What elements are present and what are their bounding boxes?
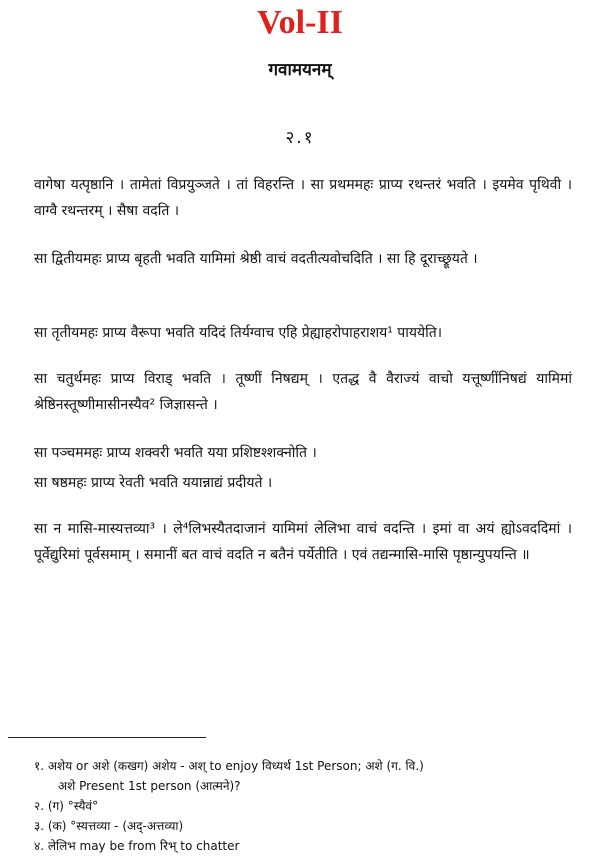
- footnote-4: ४. लेलिभ may be from रिभ् to chatter: [34, 839, 240, 853]
- paragraph-5: सा पञ्चममहः प्राप्य शक्वरी भवति यया प्रशिष्टश्शक्नोति ।: [34, 445, 317, 461]
- footnote-1: १. अशेय or अशे (कखग) अशेय - अश् to enjoy विध्यर्थ 1st Person; अशे (ग. वि.): [34, 759, 424, 773]
- chapter-subtitle: गवामयनम्: [268, 60, 332, 80]
- paragraph-7: सा न मासि-मास्यत्तव्या³ । ले⁴लिभस्यैतदाजानं यामिमां लेलिभा वाचं वदन्ति । इमां वा अयं ह्योऽवददिमां । पूर्वेद्युरिमां पूर्वसमाम् । समानीं बत वाचं वदति न बतैनं पर्येतीति । एवं तद्यन्मासि-मासि पृष्ठान्युपयन्ति ॥: [34, 521, 572, 563]
- paragraph-4: सा चतुर्थमहः प्राप्य विराड् भवति । तूष्णीं निषद्यम् । एतद्ध वै वैराज्यं वाचो यत्तूष्णींनिषद्यं यामिमां श्रेष्ठिनस्तूष्णीमासीनस्यैव² जिज्ञासन्ते ।: [34, 371, 572, 413]
- paragraph-3: सा तृतीयमहः प्राप्य वैरूपा भवति यदिदं तिर्यग्वाच एहि प्रेह्याहरोपाहराशय¹ पाययेति।: [34, 325, 442, 341]
- footnote-2: २. (ग) °स्यैवं°: [34, 799, 99, 813]
- volume-title: Vol-II: [257, 4, 343, 41]
- footnote-divider: [8, 737, 206, 738]
- paragraph-2: सा द्वितीयमहः प्राप्य बृहती भवति यामिमां श्रेष्ठी वाचं वदतीत्यवोचदिति । सा हि दूराच्छ्रूयते ।: [34, 251, 478, 267]
- footnote-1-continued: अशे Present 1st person (आत्मने)?: [58, 779, 241, 793]
- section-number: २.१: [285, 128, 315, 148]
- footnotes: [34, 756, 594, 856]
- paragraph-6: सा षष्ठमहः प्राप्य रेवती भवति ययान्नाद्यं प्रदीयते ।: [34, 475, 273, 491]
- paragraph-1: वागेषा यत्पृष्ठानि । तामेतां विप्रयुञ्जते । तां विहरन्ति । सा प्रथममहः प्राप्य रथन्तरं भवति । इयमेव पृथिवी । वाग्वै रथन्तरम् । सैषा वदति ।: [34, 177, 572, 219]
- footnote-3: ३. (क) °स्यत्तव्या - (अद्-अत्तव्या): [34, 819, 184, 833]
